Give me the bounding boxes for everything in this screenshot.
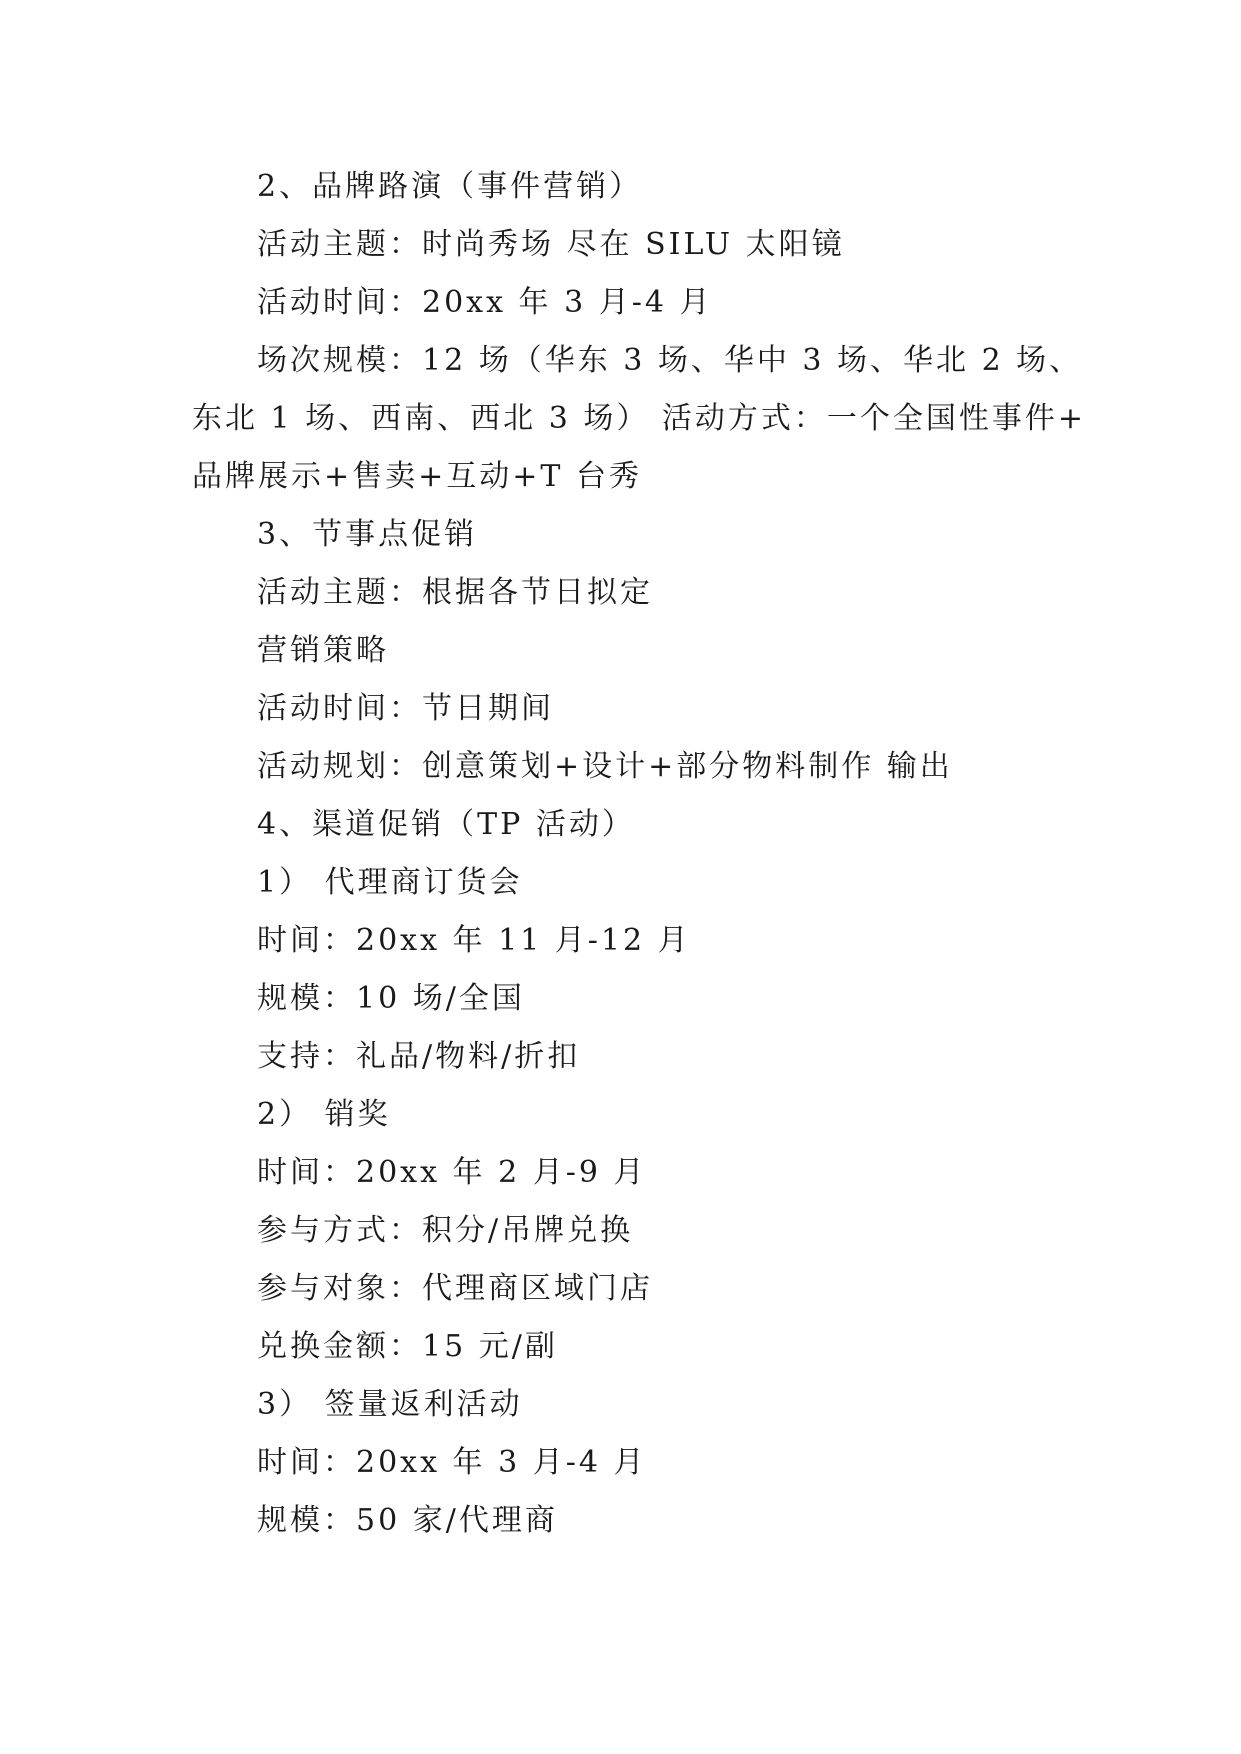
exchange-amount-line: 兑换金额：15 元/副 (257, 1329, 558, 1364)
session-scale-continued-line: 东北 1 场、西南、西北 3 场） 活动方式：一个全国性事件+ (192, 401, 1086, 436)
marketing-strategy-line: 营销策略 (257, 633, 389, 668)
order-meeting-scale-line: 规模：10 场/全国 (257, 981, 525, 1016)
rebate-time-line: 时间：20xx 年 3 月-4 月 (257, 1445, 647, 1480)
subheading-dealer-order-meeting: 1） 代理商订货会 (257, 865, 523, 900)
participation-target-line: 参与对象：代理商区域门店 (257, 1271, 653, 1306)
section-heading-brand-roadshow: 2、品牌路演（事件营销） (257, 169, 643, 204)
holiday-theme-line: 活动主题：根据各节日拟定 (257, 575, 653, 610)
order-meeting-time-line: 时间：20xx 年 11 月-12 月 (257, 923, 691, 958)
section-heading-holiday-promotion: 3、节事点促销 (257, 517, 478, 552)
sales-reward-time-line: 时间：20xx 年 2 月-9 月 (257, 1155, 647, 1190)
subheading-volume-rebate: 3） 签量返利活动 (257, 1387, 523, 1422)
rebate-scale-line: 规模：50 家/代理商 (257, 1503, 558, 1538)
subheading-sales-reward: 2） 销奖 (257, 1097, 391, 1132)
section-heading-channel-promotion: 4、渠道促销（TP 活动） (257, 807, 635, 842)
activity-plan-line: 活动规划：创意策划+设计+部分物料制作 输出 (257, 749, 953, 784)
activity-time-line: 活动时间：20xx 年 3 月-4 月 (257, 285, 713, 320)
participation-method-line: 参与方式：积分/吊牌兑换 (257, 1213, 634, 1248)
activity-method-continued-line: 品牌展示+售卖+互动+T 台秀 (192, 459, 642, 494)
activity-theme-line: 活动主题：时尚秀场 尽在 SILU 太阳镜 (257, 227, 845, 262)
order-meeting-support-line: 支持：礼品/物料/折扣 (257, 1039, 581, 1074)
session-scale-line: 场次规模：12 场（华东 3 场、华中 3 场、华北 2 场、 (257, 343, 1083, 378)
holiday-time-line: 活动时间：节日期间 (257, 691, 554, 726)
